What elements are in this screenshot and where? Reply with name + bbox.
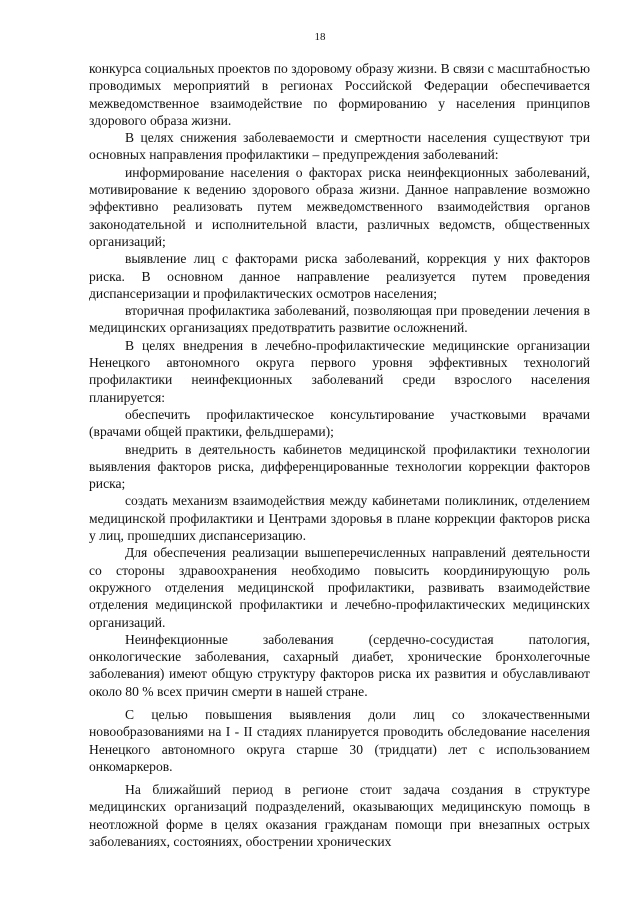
paragraph-1: конкурса социальных проектов по здоровому образу жизни. В связи с масштабностью проводимых мероприятий в регионах Российской Федерации обеспечивается межведомственное взаимодействие по формированию у населения принципов здорового образа жизни. bbox=[89, 61, 590, 128]
document-body bbox=[89, 60, 590, 850]
paragraph-4: выявление лиц с факторами риска заболеваний, коррекция у них факторов риска. В основном данное направление реализуется путем проведения диспансеризации и профилактических осмотров населения; bbox=[89, 251, 590, 301]
paragraph-13: На ближайший период в регионе стоит задача создания в структуре медицинских организаций подразделений, оказывающих медицинскую помощь в неотложной форме в целях оказания гражданам помощи при внезапных острых заболеваниях, состояниях, обострении хронических bbox=[89, 782, 590, 850]
paragraph-6: В целях внедрения в лечебно-профилактические медицинские организации Ненецкого автономного округа первого уровня эффективных технологий профилактики неинфекционных заболеваний среди взрослого населения планируется: bbox=[89, 337, 590, 405]
paragraph-2: В целях снижения заболеваемости и смертности населения существуют три основных направления профилактики – предупреждения заболеваний: bbox=[89, 130, 590, 163]
paragraph-12: С целью повышения выявления доли лиц со злокачественными новообразованиями на I - II стадиях планируется проводить обследование населения Ненецкого автономного округа старше 30 (тридцати) лет с использованием онкомаркеров. bbox=[89, 706, 590, 774]
paragraph-7: обеспечить профилактическое консультирование участковыми врачами (врачами общей практики, фельдшерами); bbox=[89, 406, 590, 440]
paragraph-5: вторичная профилактика заболеваний, позволяющая при проведении лечения в медицинских организациях предотвратить развитие осложнений. bbox=[89, 303, 590, 336]
paragraph-10: Для обеспечения реализации вышеперечисленных направлений деятельности со стороны здравоохранения необходимо повысить координирующую роль окружного отделения медицинской профилактики, развивать взаимодействие отделения медицинской профилактики и лечебно-профилактических медицинских организаций. bbox=[89, 545, 590, 630]
page-number: 18 bbox=[314, 31, 326, 43]
paragraph-8: внедрить в деятельность кабинетов медицинской профилактики технологии выявления факторов риска, дифференцированные технологии коррекции факторов риска; bbox=[89, 441, 590, 492]
paragraph-3: информирование населения о факторах риска неинфекционных заболеваний, мотивирование к ведению здорового образа жизни. Данное направление возможно эффективно реализовать путем межведомственного взаимодействия органов законодательной и исполнительной власти, различных ведомств, общественных организаций; bbox=[89, 164, 590, 249]
paragraph-11: Неинфекционные заболевания (сердечно-сосудистая патология, онкологические заболевания, сахарный диабет, хронические бронхолегочные заболевания) имеют общую структуру факторов риска их развития и обуславливают около 80 % всех причин смерти в нашей стране. bbox=[89, 631, 590, 699]
paragraph-9: создать механизм взаимодействия между кабинетами поликлиник, отделением медицинской профилактики и Центрами здоровья в плане коррекции факторов риска у лиц, прошедших диспансеризацию. bbox=[89, 493, 590, 544]
